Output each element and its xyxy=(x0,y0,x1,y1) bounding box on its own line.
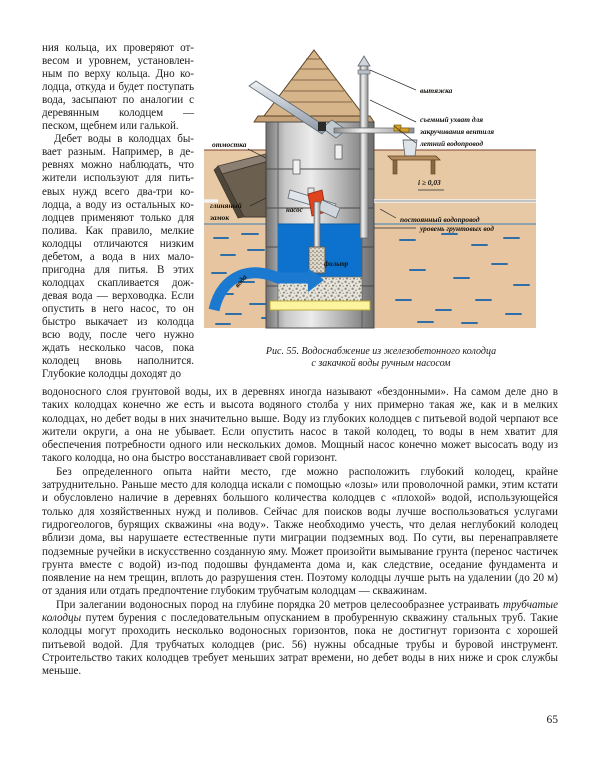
label-blind-area: отмостка xyxy=(212,140,247,149)
figure-caption-line2: с закачкой воды ручным насосом xyxy=(311,358,451,370)
label-clay-lock-line1: глиняный xyxy=(210,201,242,210)
paragraph: Без определенного опыта найти место, где можно расположить глубокий колодец, крайне затруднительно. Раньше место для колодца искали с помощью «лозы» или проволочной рамки, этим кстати и обусловлено наличие в деревнях большого количества колодцев с «плохой» водой, использующейся только для хозяйственных нужд и поливов. Сейчас для поисков воды лучше воспользоваться услугами гидрогеологов, бурящих скважины «на воду». Также необходимо учесть, что делая неглубокий колодец вблизи дома, вы нарушаете естественные пути миграции подземных вод. По сути, вы перенаправляете подземные ручейки в искусственно созданную яму. Может произойти вымывание грунта (перенос частичек грунта вместе с водой) из-под подошвы фундамента дома и, как следствие, оседание фундамента и появление на нем трещин, вплоть до разрушения стен. Поэтому колодцы лучше рыть на удалении (до 20 м) от здания или отдать предпочтение глубоким трубчатым колодцам — скважинам. xyxy=(42,465,558,598)
label-handle-line2: закручивания вентиля xyxy=(420,127,495,136)
label-vent: вытяжка xyxy=(420,86,453,95)
paragraph-text-before: При залегании водоносных пород на глубине порядка 20 метров целесообразнее устраивать xyxy=(56,598,503,611)
paragraph-text-after: путем бурения с последовательным опусканием в пробуренную скважину стальных труб. Такие колодцы могут проходить несколько водоносных горизонтов, пока не достигнут горизонта с хорошей питьевой водой. Для трубчатых колодцев (рис. 56) нужны обсадные трубы и буровой инструмент. Строительство таких колодцев требует меньших затрат времени, но дебет воды в них ниже и срок службы меньше. xyxy=(42,612,558,678)
figure-caption xyxy=(204,346,558,371)
body-text xyxy=(42,386,558,679)
figure-55 xyxy=(204,42,558,374)
paragraph: ния кольца, их проверяют отвесом и уровнем, установленным по верху кольца. Дно колодца, откуда и будет поступать вода, засыпают по аналогии с деревянным колодцем — песком, щебнем или галькой. xyxy=(42,42,194,133)
label-slope: i ≥ 0,03 xyxy=(418,178,441,187)
top-region xyxy=(42,42,558,381)
label-groundwater-level: уровень грунтовых вод xyxy=(420,224,494,233)
label-permanent-pipe: постоянный водопровод xyxy=(400,215,480,224)
vent-pipe xyxy=(358,56,370,238)
paragraph: водоносного слоя грунтовой воды, их в деревнях иногда называют «бездонными». На самом деле дно в таких колодцах конечно же есть и высота водяного столба у них примерно такая же, как и в мелких колодцах, но дебет воды в них значительно выше. Воду из глубоких колодцев с питьевой водой черпают все жители округи, а она не убывает. Если опустить насос в такой колодец, то воды в нем хватит для обеспечения потребности одного или нескольких домов. Мощный насос конечно может высосать воду из такого колодца, но она быстро восстанавливает свой горизонт. xyxy=(42,386,558,465)
label-pump: насос xyxy=(286,207,303,214)
water-arrow-label: вода xyxy=(232,272,249,290)
label-summer-pipe: летний водопровод xyxy=(420,139,484,148)
page-number: 65 xyxy=(546,714,558,726)
figure-caption-line1: Рис. 55. Водоснабжение из железобетонного колодца xyxy=(265,346,497,357)
well-diagram xyxy=(204,42,558,347)
label-filter: фильтр xyxy=(324,261,349,268)
label-handle-line1: съемный ухват для xyxy=(420,115,484,124)
paragraph: Дебет воды в колодцах бывает разным. Например, в деревнях можно наблюдать, что жители используют для питьевых нужд всего два-три колодца, а воду из остальных колодцев применяют только для полива. Как правило, мелкие колодцы отличаются низким дебетом, а вода в них малопригодна для питья. В этих колодцах скапливается дождевая вода — верховодка. Если опустить в него насос, то он быстро выкачает из колодца всю воду, после чего нужно ждать несколько часов, пока колодец вновь наполнится. Глубокие колодцы доходят до xyxy=(42,133,194,381)
paragraph-text-italic: трубчатые колодцы xyxy=(42,598,558,625)
label-clay-lock-line2: замок xyxy=(210,213,230,222)
left-text-column xyxy=(42,42,194,381)
paragraph xyxy=(42,599,558,679)
